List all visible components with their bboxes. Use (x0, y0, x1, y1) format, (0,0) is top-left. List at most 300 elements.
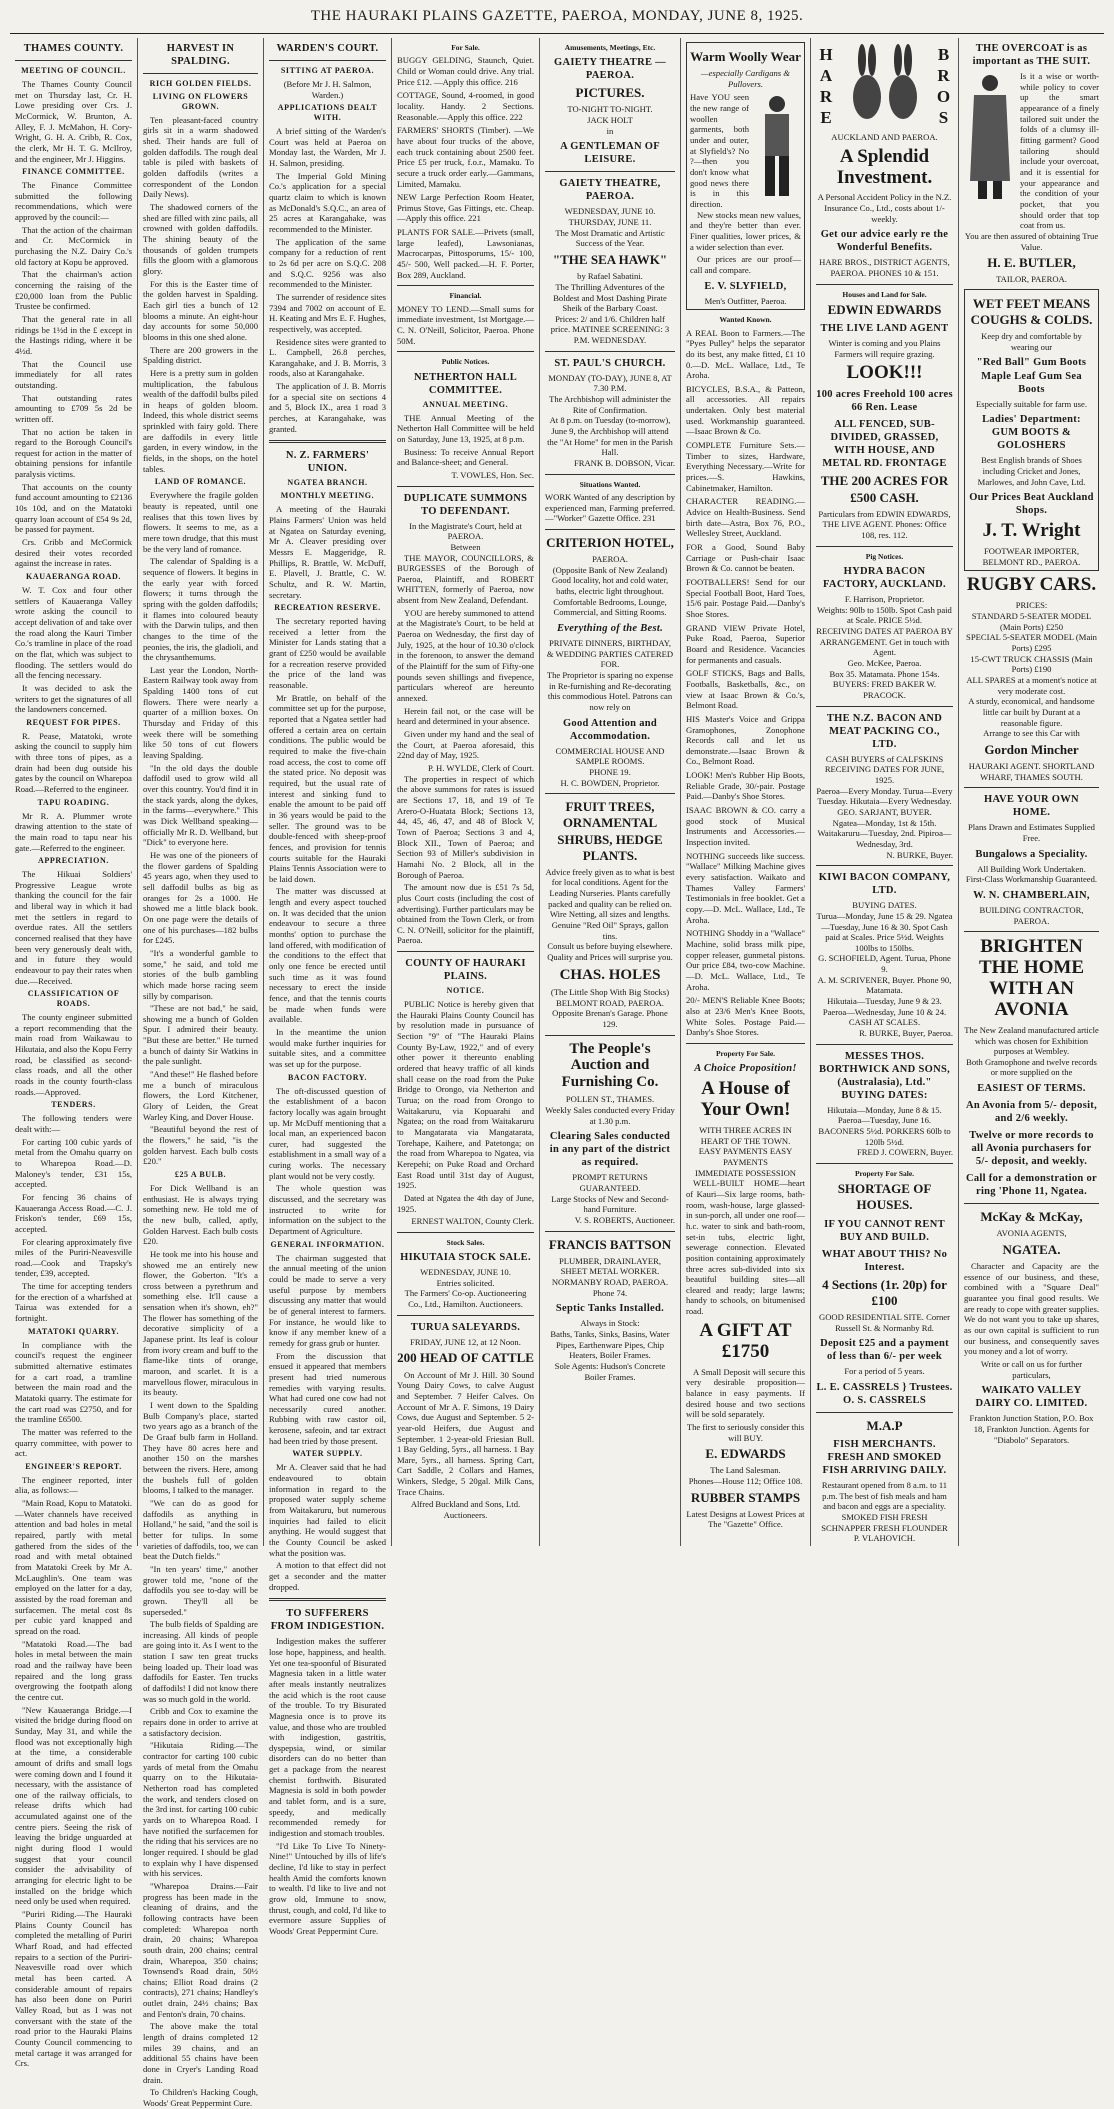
notice-text: PUBLIC Notice is hereby given that the Hauraki Plains County Council has by resolution made in pursuance of Section "9" of "The Hauraki Plains County By-Law, 1922," and of every other power it thereunto enabling ordered that heavy traffic of all kinds shall cease on the road from the Puke Bridge to Orongo, via Netherton and Turua; on the road from Orongo to Waitakaruru, via Kopuarahi and Ngatea; on the road from Waitakaruru to Mangatarata via Mangatarata, Torehape, Kaihere, and Patetonga; on the road from Wharepoa to Ngatea, via Kerepehi; on Puke Road and Orchard East Road until 31st day of August, 1925. (397, 999, 534, 1191)
divider (816, 1412, 953, 1413)
ad-text: Large Stocks of New and Second-hand Furniture. (551, 1193, 669, 1215)
ad-text: EASY PAYMENTS EASY PAYMENTS (698, 1146, 793, 1167)
ad-text: by Rafael Sabatini. (577, 271, 643, 282)
ad-text: BUYERS: FRED BAKER W. PRACOCK. (832, 679, 937, 700)
classified-ad: A REAL Boon to Farmers.—The "Pyes Pulley" helps the separator do its best, any make fitted, £1 10 0.—D. McL. Wallace, Ltd., Te Aroha. (686, 327, 805, 381)
ad-signature: V. S. ROBERTS, Auctioneer. (574, 1214, 675, 1225)
article-title: HARVEST IN SPALDING. (166, 43, 235, 68)
ad-headline: Warm Woolly Wear (690, 49, 801, 64)
section-heading: Pig Notices. (865, 551, 904, 561)
ad-title: HYDRA BACON FACTORY, AUCKLAND. (823, 565, 946, 590)
ad-title: Bungalows a Speciality. (975, 848, 1088, 860)
paragraph: Here is a pretty sum in golden multiplication, the fabulous wealth of the daffodil bulbs piled in heaps of golden bloom. Indeed, this whole district seems sprinkled with fairy gold. There are daffodils in every little garden, in every window, in the fields, in the shops, on the hotel tables. (143, 367, 258, 474)
ad-title: Septic Tanks Installed. (555, 1303, 665, 1315)
classified-ad: NOTHING Shoddy in a "Wallace" Machine, solid brass milk pipe, copper releaser, gunmetal pistons. Our price £84, two-cow Machine.—D. McL. Wallace, Ltd., Te Aroha. (686, 928, 805, 992)
ad-headline: BRIGHTEN THE HOME WITH AN AVONIA (978, 936, 1085, 1020)
classified-ad: HIS Master's Voice and Grippa Gramophones, Zonophone Records call and let us demonstrate.—Isaac Brown & Co., Belmont Road. (686, 713, 805, 767)
notice-text: The amount now due is £51 7s 5d, plus Court costs (including the cost of advertising). Further particulars may be obtained from the Town Clerk, or from C. N. O'Neill, solicitor for the plaintiff, Paeroa. (397, 882, 534, 946)
ad-text: FOOTWEAR IMPORTER, BELMONT RD., PAEROA. (982, 546, 1081, 567)
ad-headline: EDWIN EDWARDS (827, 302, 942, 318)
article-body (269, 126, 386, 434)
column-amusements (540, 38, 681, 1546)
ad-text: AVONIA AGENTS, (996, 1228, 1067, 1239)
ad-title: EASIEST OF TERMS. (977, 1083, 1086, 1095)
ad-text: TAILOR, PAEROA. (996, 274, 1067, 285)
ad-signature: FRED J. COWERN, Buyer. (857, 1147, 953, 1158)
wright-ad (964, 289, 1099, 571)
ad-text: SPECIAL 5-SEATER MODEL (Main Ports) £295 (966, 632, 1097, 653)
ad-text: Advice freely given as to what is best for local conditions. Agent for the Leading Nurseries. Plants carefully packed and quality can be relied on. (545, 866, 675, 909)
hares-illustration (845, 42, 925, 132)
paragraph: That no action be taken in regard to the Borough Council's request for action in the matter of obtaining pensions for infantile paralysis victims. (15, 426, 132, 480)
ad-text: P. VLAHOVICH. (853, 1533, 916, 1544)
divider (816, 1163, 953, 1164)
paragraph: "New Kauaeranga Bridge.—I visited the bridge during flood on Sunday, May 31, and while the flood was not exceptionally high at the time, a considerable amount of drifts and small logs were coming down and I found it necessary, with the assistance of one of the railway officials, to release drifts which had accumulated against one of the centre piers. Seeing the risk of leaving the bridge unguarded at night during flood I would suggest that your council consider the advisability of arranging for electric light to be installed on the bridge which need only be used when required. (15, 1704, 132, 1907)
section-subheading: LAND OF ROMANCE. (154, 477, 247, 487)
notice-text: Dated at Ngatea the 4th day of June, 1925. (397, 1192, 534, 1214)
article-body (269, 1636, 386, 1936)
ad-text: WELL-BUILT HOME—heart of Kauri—Six large rooms, bath-room, wash-house, large glassed-in sun-porch, all under one roof—h.c. water to sink and bath-room, set-in tubs, electric light, sewerage connection. Elevated position containing approximately three acres sub-divided into six beautiful building sites—all cleared and ready; large lawns; handy to schools, on bitumenised road. (686, 1178, 805, 1317)
ad-text: WEDNESDAY, JUNE 10. THURSDAY, JUNE 11. (564, 206, 656, 228)
ad-title: Twelve or more records to all Avonia purchasers for 5/- deposit, and weekly. (969, 1130, 1094, 1168)
ad-text: Sole Agents: Hudson's Concrete Boiler Frames. (554, 1360, 666, 1382)
ad-text: AUCKLAND AND PAEROA. (831, 132, 938, 142)
classified-ad: FOOTBALLERS! Send for our Special Football Boot, Hard Toes, 15/6 pair. Postage Paid.—Danby's Shoe Stores. (686, 576, 805, 619)
ad-text: Comfortable Bedrooms, Lounge, Commercial, and Sitting Rooms. (553, 596, 667, 618)
divider (397, 285, 534, 286)
notice-text: Given under my hand and the seal of the Court, at Paeroa aforesaid, this 22nd day of May, 1925. (397, 729, 534, 761)
article-title: WARDEN'S COURT. (276, 43, 379, 54)
ad-title: L. E. CASSRELS } Trustees. O. S. CASSRELS (816, 1381, 953, 1406)
ad-text: Always in Stock: (580, 1318, 640, 1329)
ad-text: RECEIVING DATES AT PAEROA BY ARRANGEMENT. Get in touch with Agent. (816, 625, 953, 658)
paragraph: For this is the Easter time of the golden harvest in Spalding. Each girl ties a bunch of 12 blooms a minute. An eight-hour day accounts for some 50,000 blooms in this one shed alone. (143, 278, 258, 342)
ad-text: POLLEN ST., THAMES. (565, 1094, 655, 1105)
ad-text: Character and Capacity are the essence of our business, and these, combined with a "Square Deal" guarantee you final good results. We are ready to cope with greater supplies. We do not want you to take up shares, as our own capital is sufficient to run our business, and consequently saves you money and a lot of worry. (964, 1261, 1099, 1357)
divider (964, 931, 1099, 932)
ad-text: IMMEDIATE POSSESSION (695, 1167, 796, 1178)
ad-text: CASH BUYERS of CALFSKINS (825, 753, 944, 764)
ad-text: JACK HOLT (587, 115, 633, 126)
ad-text: Baths, Tanks, Sinks, Basins, Water Pipes, Earthenware Pipes, Chip Heaters, Boiler Frames. (550, 1328, 670, 1361)
ad-text: For a period of 5 years. (844, 1366, 925, 1377)
paragraph: Last year the London, North-Eastern Railway took away from Spalding 1400 tons of cut flowers. There were nearly a quarter of a million boxes. On Thursday and Friday of this week there will be something like 50 tons of cut flowers leaving Spalding. (143, 664, 258, 761)
ad-text: WITH THREE ACRES IN HEART OF THE TOWN. (699, 1124, 792, 1146)
paragraph: The whole question was discussed, and the secretary was instructed to write for information on the subject to the Department of Agriculture. (269, 1183, 386, 1237)
ad-text: The first to seriously consider this will BUY. (686, 1421, 805, 1443)
article-subtitle: APPLICATIONS DEALT WITH. (277, 103, 378, 123)
classified-ad: BICYCLES, B.S.A., & Patteon, all accessories. All repairs undertaken. Only best material used. Workmanship guaranteed. —Isaac Brown & Co. (686, 383, 805, 437)
paragraph: It was decided to ask the writers to get the signatures of all the landowners concerned. (15, 682, 132, 715)
ad-text: PLUMBER, DRAINLAYER, SHEET METAL WORKER. (558, 1255, 662, 1277)
ad-text: Both Gramophone and twelve records or more supplied on the (966, 1056, 1097, 1078)
paragraph: Residence sites were granted to L. Campbell, 26.8 perches, Karangahake, and J. B. Morris, 3 roods, also at Karangahake. (269, 336, 386, 379)
divider (397, 951, 534, 952)
ad-text: Paeroa—Every Monday. Turua—Every Tuesday. Hikutaia—Every Wednesday. (816, 785, 953, 807)
classified-ads (686, 328, 805, 1038)
ad-text: Men's Outfitter, Paeroa. (704, 295, 787, 306)
paragraph: "Puriri Riding.—The Hauraki Plains County Council has completed the metalling of Puriri Wharf Road, and had effected repairs to a section of the Puriri-Neavesville road over which metal has been carted. A considerable amount of repairs has also been done on Puriri Valley Road, but as I was not conversant with the state of the road prior to the Hauraki Plains County Council commencing to metal cartage it was arranged for Crs. (15, 1909, 132, 2069)
notice-title: COUNTY OF HAURAKI PLAINS. (405, 958, 526, 983)
ad-text: The Proprietor is sparing no expense in Re-furnishing and Re-decorating this commodious Hotel. Patrons can now rely on (546, 670, 674, 712)
ad-title: ST. PAUL'S CHURCH. (554, 357, 666, 369)
sale-headline: 200 HEAD OF CATTLE (397, 1350, 534, 1366)
classified-ad: WORK Wanted of any description by experienced man, Farming preferred.—"Worker" Gazette Office. 231 (545, 492, 675, 524)
ad-text: Is it a wise or worth-while policy to cover up the smart appearance of a finely tailored suit under the folds of a clumsy ill-fitting garment? Good tailoring should include your overcoat, and it is essential for your appearance and the condition of your pocket, that you should order that top coat from us. (1020, 71, 1099, 231)
ad-text: Weights: 90lb to 150lb. Spot Cash paid at Scale. PRICE 5½d. (817, 604, 952, 626)
paragraph: "Beautiful beyond the rest of the flowers," he said, "is the golden harvest. Each bulb costs £20." (143, 1124, 258, 1167)
notice-signature: T. VOWLES, Hon. Sec. (451, 469, 534, 480)
ad-title: An Avonia from 5/- deposit, and 2/6 weekly. (965, 1100, 1098, 1125)
ad-text: MONDAY (TO-DAY), JUNE 8, AT 7.30 P.M. (548, 372, 672, 394)
divider (269, 1598, 386, 1601)
ad-signature: N. BURKE, Buyer. (886, 849, 953, 860)
article-body (269, 504, 386, 1592)
paragraph: "Hikutaia Riding.—The contractor for carting 100 cubic yards of metal from the Omahu quarry on to the Hikutaia-Netherton road has completed the work, and tenders closed on the 3rd inst. for carting 100 cubic yards on to Wharepoa Road. I have notified the surfacemen for the riding that his services are no longer required. I should be glad to explain why I have dispensed with his services. (143, 1740, 258, 1879)
section-heading: Houses and Land for Sale. (842, 289, 927, 299)
ad-headline: RUGBY CARS. (966, 574, 1097, 596)
ad-text: Our prices are our proof—call and compare. (690, 254, 801, 275)
classified-ad: LOOK! Men's Rubber Hip Boots, Reliable Grade, 30/-pair. Postage Paid.—Danby's Shoe Stores. (686, 770, 805, 802)
paragraph: That the action of the chairman and Cr. McCormick in purchasing the N.Z. Dairy Co.'s old factory at Kopu be approved. (15, 224, 132, 267)
ad-title: GAIETY THEATRE, PAEROA. (559, 178, 661, 203)
sale-text: On Account of Mr J. Hill. 30 Sound Young Dairy Cows, to calve August and September. 7 Heifer Calves. On Account of Mr A. F. Simons, 19 Dairy Cows, due August and September. 5 2-year-old Heifers, due August and September. 1 2-year-old Friesian Bull. 1 Bay Gelding, 5yrs., all harness. 1 Bay Mare, 5yrs., all harness. Spring Cart, Cart Saddle, 2 Collars and Hames, Winkers, Sledge, 5 20gal. Milk Cans, Trace Chains. (397, 1369, 534, 1497)
ad-text: Consult us before buying elsewhere. Quality and Prices will surprise you. (547, 941, 673, 962)
masthead-text: THE HAURAKI PLAINS GAZETTE, PAEROA, MONDAY, JUNE 8, 1925. (310, 8, 804, 24)
column-wardens-court (264, 38, 392, 1936)
sale-text: Alfred Buckland and Sons, Ltd. Auctioneers. (410, 1499, 521, 1521)
section-subheading: MATATOKI QUARRY. (27, 1326, 120, 1336)
ad-text: The Archbishop will administer the Rite of Confirmation. (549, 394, 671, 415)
ad-text: All Building Work Undertaken. (977, 863, 1086, 874)
paragraph: The chairman suggested that the annual meeting of the union could be made to serve a very useful purpose by members discussing any matter that would be of general interest to farmers. For instance, he would like to know if any member knew of a remedy for grass grub or hunter. (269, 1252, 386, 1348)
ad-text: PAEROA. (592, 554, 628, 565)
ad-text: GEO. SARJANT, BUYER. (837, 806, 932, 817)
paragraph: The matter was referred to the quarry committee, with power to act. (15, 1426, 132, 1459)
section-subheading: CLASSIFICATION OF ROADS. (27, 989, 120, 1009)
ad-headline: NGATEA. (1002, 1242, 1061, 1258)
paragraph: From the discussion that ensued it appeared that members present had tried numerous remedies with varying results. What had cured one cow had not necessarily cured another. Rubbing with raw castor oil, kerosene, safeoin, and tar extract had been tried by those present. (269, 1350, 386, 1446)
paragraph: The Hikuai Soldiers' Progressive League wrote thanking the council for the fair and liberal way in which it had met the settlers in regard to overdue rates. All the settlers concerned realised that they have been very generously dealt with, and in future they would endeavour to pay their rates when due.—Received. (15, 869, 132, 986)
paragraph: "In the old days the double daffodil used to grow wild all over this country. You'd find it in the stack yards, along the dykes, in the farms—everywhere." This was Dick Wellband speaking—officially Mr R. D. Wellband, but "Dick" to everyone here. (143, 762, 258, 848)
newspaper-page (10, 38, 1104, 2109)
section-subheading: KAUAERANGA ROAD. (26, 572, 121, 582)
ad-headline: 4 Sections (1r. 20p) for £100 (822, 1276, 947, 1308)
section-heading: Wanted Known. (719, 315, 772, 325)
classified-ad: NEW Large Perfection Room Heater, Primus Stove, Gas Fittings, etc. Cheap.—Apply this office. 221 (397, 192, 534, 224)
divider (397, 351, 534, 352)
ad-title: Deposit £25 and a payment of less than 6/- per week (820, 1338, 949, 1363)
ad-title: Call for a demonstration or ring 'Phone 11, Ngatea. (966, 1173, 1097, 1198)
paragraph: The matter was discussed at length and every aspect touched on. It was decided that the union endeavour to secure a three months' option to purchase the land offered, with modification of the conditions to the effect that only one fence be erected until such time as it was found necessary to erect the inside fence, and that the tennis courts be made when funds were available. (269, 886, 386, 1025)
notice-subtitle: NOTICE. (446, 986, 485, 996)
article-subtitle: RICH GOLDEN FIELDS. (149, 79, 252, 89)
divider (964, 1203, 1099, 1204)
ad-text: A sturdy, economical, and handsome little car built by Durant at a reasonable figure. (968, 696, 1095, 728)
column-classifieds-1 (392, 38, 540, 1546)
paragraph: The oft-discussed question of the establishment of a bacon factory locally was again brought up. Mr McDuff mentioning that a local man, an experienced bacon curer, had suggested the establishment in a small way of a curing works. The necessary plant would not be very costly. (269, 1085, 386, 1181)
ad-title: Clearing Sales conducted in any part of the district as required. (549, 1131, 671, 1169)
section-subheading: WATER SUPPLY. (292, 1449, 363, 1459)
section-heading: Financial. (449, 291, 482, 301)
divider (545, 529, 675, 530)
section-heading: Situations Wanted. (579, 479, 641, 489)
ad-headline: A GIFT AT £1750 (699, 1319, 792, 1362)
section-heading: Property For Sale. (854, 1169, 915, 1179)
ad-text: The Most Dramatic and Artistic Success of the Year. (555, 227, 665, 249)
notice-signature: ERNEST WALTON, County Clerk. (411, 1216, 534, 1227)
ad-headline: WET FEET MEANS COUGHS & COLDS. (970, 295, 1093, 328)
column-hare-bros (811, 38, 959, 1546)
ad-text: At 8 p.m. on Tuesday (to-morrow), June 9, the Archbishop will attend the "At Home" for men in the Parish Hall. (547, 415, 673, 458)
ad-headline: A House of Your Own! (700, 1078, 791, 1121)
notice-text: YOU are hereby summoned to attend at the Magistrate's Court, to be held at Paeroa on Wednesday, the first day of July, 1925, at the hour of 10.30 o'clock in the forenoon, to answer the demand of the Plaintiff for the sum of Fifty-one pounds seven shillings and fivepence, particulars whereof are hereunto annexed. (397, 607, 534, 704)
ad-title: Everything of the Best. (556, 623, 664, 635)
classified-ad: FARMERS' SHORTS (Timber). —We have about four trucks of the above, each truck containing about 2500 feet. Price £5 per truck, f.o.r., Mamaku. To secure a truck order early.—Gammans, Limited, Mamaku. (397, 125, 534, 189)
ad-text: A Small Deposit will secure this very desirable proposition—balance in easy payments. If desired house and two sections will be sold separately. (686, 1366, 805, 1420)
ad-title: IF YOU CANNOT RENT BUY AND BUILD. (824, 1218, 945, 1243)
paragraph: "We can do as good for daffodils as anything in Holland," he said, "and the soil is better for tulips. In some varieties of daffodils, too, we can beat the Dutch fields." (143, 1497, 258, 1562)
ad-text: Prices: 2/ and 1/6. Children half price. MATINEE SCREENING: 3 P.M. WEDNESDAY. (550, 313, 670, 346)
divider (964, 787, 1099, 788)
ad-headline: SHORTAGE OF HOUSES. (837, 1181, 932, 1213)
paragraph: That the general rate in all ridings be 1½d in the £ except in the Hastings riding, where it be 4½d. (15, 313, 132, 356)
ad-title: THE OVERCOAT is as important as THE SUIT. (972, 43, 1091, 68)
ad-text: Phones—House 112; Office 108. (688, 1475, 803, 1486)
ad-text: COMMERCIAL HOUSE AND SAMPLE ROOMS. (555, 745, 665, 767)
divider (397, 1315, 534, 1316)
classified-ad: GOLF STICKS, Bags and Balls, Footballs, Basketballs, &c., on view at Isaac Brown & Co.'s, Belmont Road. (686, 668, 805, 711)
masthead (10, 8, 1104, 34)
paragraph: That outstanding rates amounting to £709 5s 2d be written off. (15, 392, 132, 424)
paragraph: "These are not bad," he said, showing me a bunch of Golden Spur. I admired their beauty. "But these are better." He turned a bunch of dainty Sir Watkins in the pale sunlight. (143, 1003, 258, 1067)
ad-text: Turua—Monday, June 15 & 29. Ngatea—Tuesday, June 16 & 30. Spot Cash paid at Scales. Price 5½d. Weights 100lbs to 150lbs. (816, 910, 953, 953)
ad-text: Winter is coming and you Plains Farmers will require grazing. (828, 338, 941, 359)
classified-ad: PLANTS FOR SALE.—Privets (small, large leafed), Lawsonianas, Macrocarpas, Pittosporums, 15/- 100, 45/- 500, Well packed.—H. F. Porter, Box 289, Auckland. (397, 227, 534, 280)
divider (545, 793, 675, 794)
paragraph: Mr A. Cleaver said that he had endeavoured to obtain information in regard to the proposed water supply scheme from Waitakaruru, but numerous inquiries had failed to elicit anything. He would suggest that the County Council be asked what the position was. (269, 1462, 386, 1558)
classified-ad: FOR a Good, Sound Baby Carriage or Push-chair Isaac Brown & Co. cannot be beaten. (686, 542, 805, 574)
divider (545, 474, 675, 475)
notice-text: The properties in respect of which the above summons for rates is issued are Sections 17, 18, and 19 of Te Arero-O-Huatata Block; Sections 13, 44, 45, 46, 47, and 48 of Block V, Town of Paeroa; Sections 3 and 4, Block XII., Town of Paeroa; and Section 93 of Miller's subdivision in Hamahi No. 2 Block, all in the Borough of Paeroa. (397, 773, 534, 880)
section-subheading: REQUEST FOR PIPES. (26, 717, 121, 727)
ad-text: Write or call on us for further particulars, (980, 1359, 1083, 1380)
ad-text: GOOD RESIDENTIAL SITE. Corner Russell St. & Normanby Rd. (819, 1311, 950, 1333)
paragraph: To Children's Hacking Cough, Woods' Great Peppermint Cure. (143, 2087, 258, 2109)
divider (269, 440, 386, 443)
ad-title: Good Attention and Accommodation. (562, 717, 658, 742)
section-heading: Public Notices. (441, 357, 490, 367)
ad-text: Plans Drawn and Estimates Supplied Free. (968, 822, 1095, 843)
paragraph: The engineer reported, inter alia, as follows:— (15, 1474, 132, 1496)
ad-text: A Personal Accident Policy in the N.Z. Insurance Co., Ltd., costs about 1/- weekly. (817, 192, 952, 224)
ad-headline: CRITERION HOTEL, (546, 534, 674, 550)
ad-text: BUYING DATES. (852, 900, 917, 911)
paragraph: For Dick Wellband is an enthusiast. He is always trying something new. He told me of the new bulb, called, aptly, Golden Harvest. Each bulb costs £20. (143, 1182, 258, 1247)
section-subheading: RECREATION RESERVE. (274, 603, 381, 613)
divider (816, 284, 953, 285)
paragraph: The time for accepting tenders for the erection of a wharfshed at Tairua was extended for a fortnight. (15, 1281, 132, 1324)
paragraph: The county engineer submitted a report recommending that the main road from Waikawau to Hikutaia, and also the Kopu Ferry road, be classified as second-class roads, and all the other roads in the county fourth-class roads.—Approved. (15, 1012, 132, 1097)
ad-text: F. Harrison, Proprietor. (844, 593, 925, 604)
ad-text: The New Zealand manufactured article which was chosen for Exhibition purposes at Wembley. (964, 1024, 1099, 1057)
divider (545, 351, 675, 352)
ad-headline: A Splendid Investment. (836, 145, 933, 188)
ad-headline: THE 200 ACRES FOR £500 CASH. (820, 473, 949, 505)
ad-text: G. SCHOFIELD, Agent. Turua, Phone 9. (818, 953, 951, 975)
article-subtitle: MEETING OF COUNCIL. (21, 66, 126, 76)
ad-title: E. V. SLYFIELD, (704, 280, 787, 292)
sale-date: WEDNESDAY, JUNE 10. (420, 1267, 511, 1278)
ad-signature: FRANK B. DOBSON, Vicar. (573, 458, 675, 469)
ad-headline: The People's Auction and Furnishing Co. (561, 1040, 659, 1090)
article-subtitle: NGATEA BRANCH. (287, 478, 368, 488)
ad-headline: M.A.P (866, 1417, 903, 1433)
paragraph: A brief sitting of the Warden's Court was held at Paeroa on Monday last, the Warden, Mr J. H. Salmon, presiding. (269, 126, 386, 169)
divider (397, 486, 534, 487)
section-subheading: TAPU ROADING. (37, 797, 110, 807)
paragraph: The shadowed corners of the shed are filled with zinc pails, all crowned with golden daffodils. The shining beauty of the thousands of golden trumpets fills the gloom with a glamorous glory. (143, 202, 258, 276)
ad-title: THE LIVE LAND AGENT (820, 323, 949, 335)
ad-text: Hikutaia—Tuesday, June 9 & 23. Paeroa—Wednesday, June 10 & 24. CASH AT SCALES. (822, 996, 947, 1028)
notice-text: THE MAYOR, COUNCILLORS, & BURGESSES of the Borough of Paeroa, Plaintiff, and ROBERT WHITTEN, formerly of Paeroa, now absent from New Zealand, Defendant. (397, 552, 534, 606)
ad-text: Good locality, hot and cold water, baths, electric light throughout. (551, 575, 669, 597)
section-subheading: BACON FACTORY. (287, 1072, 368, 1082)
paragraph: For clearing approximately five miles of the Puriri-Neavesville road.—Cook and Trapsky's tender, £39, accepted. (15, 1236, 132, 1279)
paragraph: The above make the total length of drains completed 12 miles 39 chains, and an additional 55 chains have been done in Cryer's Landing Road drain. (143, 2021, 258, 2085)
sale-date: FRIDAY, JUNE 12, at 12 Noon. (410, 1336, 521, 1347)
classified-ad: CHARACTER READING.—Advice on Health-Business. Send birth date—Astra, Box 76, P.O., Wellesley Street, Auckland. (686, 496, 805, 539)
column-thames-county (10, 38, 138, 2069)
ad-headline: FRUIT TREES, ORNAMENTAL SHRUBS, HEDGE PLANTS. (557, 799, 663, 863)
paragraph: Mr Brattle, on behalf of the committee set up for the purpose, reported that a Ngatea settler had offered a certain area on certain conditions. The public would be required to make the five-chain road access, the cost to come off the stated price. No deposit was required, but the usual rate of interest and sinking fund to enable the amount to be paid off in 36 years would be paid to the seller. The ground was to be double-fenced with sheep-proof fences, and provision for tennis courts suitable for the Hauraki Plains Tennis Association were to be laid down. (269, 692, 386, 884)
paragraph: For fencing 36 chains of Kauaeranga Access Road.—C. J. Friskon's tender, £69 15s, accepted. (15, 1191, 132, 1234)
ad-text: PRIVATE DINNERS, BIRTHDAY, & WEDDING PARTIES CATERED FOR. (546, 638, 674, 670)
divider (545, 1035, 675, 1036)
classified-ad: BUGGY GELDING, Staunch, Quiet. Child or Woman could drive. Any trial. Price £12. —Apply this office. 216 (397, 55, 534, 87)
divider (15, 60, 132, 61)
classified-ad: COMPLETE Furniture Sets.—Timber to sizes, Hardware, Everything Necessary.—Write for prices.—S. Hawkins, Cabinetmaker, Hamilton. (686, 440, 805, 493)
ad-headline: Gordon Mincher (984, 741, 1079, 757)
article-subtitle: LIVING ON FLOWERS GROWN. (152, 91, 249, 111)
section-heading: For Sale. (451, 43, 480, 52)
classified-ad: GRAND VIEW Private Hotel, Puke Road, Paeroa, Superior Board and Residence. Vacancies for permanents and casuals. (686, 622, 805, 665)
sale-title: TURUA SALEYARDS. (410, 1321, 521, 1333)
ad-text: SMOKED FISH FRESH SCHNAPPER FRESH FLOUNDER (821, 1512, 948, 1533)
notice-title: DUPLICATE SUMMONS TO DEFENDANT. (403, 492, 528, 517)
section-subheading: TENDERS. (51, 1100, 96, 1110)
ad-text: Have YOU seen the new range of woollen garments, both under and outer, at Slyfield's? No ?—then you don't know what good news there is in this direction. (690, 92, 749, 209)
paragraph: The following tenders were dealt with:— (15, 1113, 132, 1134)
divider (816, 865, 953, 866)
paragraph: The application of the same company for a reduction of rent to 2s 6d per acre on S.Q.C. 208 and S.Q.C. 9256 was also recommended to the Minister. (269, 236, 386, 290)
paragraph: Mr R. A. Plummer wrote drawing attention to the state of the main road to tapu near his gate.—Referred to the engineer. (15, 810, 132, 853)
ad-text: 15-CWT TRUCK CHASSIS (Main Ports) £190 (970, 653, 1093, 675)
ad-text: H. C. BOWDEN, Proprietor. (560, 777, 660, 788)
paragraph: "I'd Like To Live To Ninety-Nine!" Untouched by ills of life's decline, I'd like to stay in perfect health Amid the comforts known to wealth. I'd like to live and not grow old, Immune to snow, thrust, cough, and cold, I'd like to evermore assure Supplies of Woods' Great Peppermint Cure. (269, 1840, 386, 1936)
ad-text: ALL SPARES at a moment's notice at very moderate cost. (966, 674, 1097, 696)
paragraph: Ten pleasant-faced country girls sit in a warm shadowed shed. Their hands are full of golden daffodils. The rough deal table is piled with baskets of golden daffodils (writes a correspondent of the London Daily News). (143, 114, 258, 200)
paragraph: Everywhere the fragile golden beauty is repeated, until one realises that this town lives by flowers. It seems to me, as a mere town drudge, that this must be the very land of romance. (143, 490, 258, 554)
ad-title: W. N. CHAMBERLAIN, (973, 889, 1090, 901)
section-heading: Amusements, Meetings, Etc. (564, 43, 656, 52)
ad-text: Ngatea—Monday, 1st & 15th. Waitakaruru—Tuesday, 2nd. Pipiroa—Wednesday, 3rd. (817, 817, 952, 849)
classified-ad: NOTHING succeeds like success. "Wallace" Milking Machine gives every satisfaction. Waikato and Thames Valley Farmers' Testimonials in free booklet. Get a copy.—D. McL. Wallace, Ltd., Te Aroha. (686, 850, 805, 925)
ad-text: A. M. SCRIVENER, Buyer. Phone 90, Matamata. (817, 974, 952, 996)
paragraph: "It's a wonderful gamble to some," he said, and told me stories of the bulb gambling which made horse racing seem silly by comparison. (143, 947, 258, 1001)
ad-title: HAVE YOUR OWN HOME. (984, 794, 1079, 819)
paragraph: W. T. Cox and four other settlers of Kauaeranga Valley wrote asking the council to accept delivation of and take over the road along the Kauri Timber Co.'s tramline in place of the road on the flat, which was subject to flooding. The settlers would do all the fencing necessary. (15, 584, 132, 681)
paragraph: Cribb and Cox to examine the repairs done in order to arrive at a satisfactory decision. (143, 1706, 258, 1738)
article-title: TO SUFFERERS FROM INDIGESTION. (270, 1608, 385, 1633)
ad-text: Wire Netting, all sizes and lengths. (549, 909, 671, 920)
paragraph: The surrender of residence sites 7394 and 7002 on account of E. H. Keating and Mrs E. F. Hughes, respectively, was accepted. (269, 291, 386, 334)
paragraph: In the meantime the union would make further inquiries for suitable sites, and a committee was set up for the purpose. (269, 1027, 386, 1069)
divider (545, 1231, 675, 1232)
ad-headline: "THE SEA HAWK" (552, 252, 668, 268)
ad-text: PHONE 19. (589, 766, 631, 777)
ad-title: FISH MERCHANTS. FRESH AND SMOKED FISH ARRIVING DAILY. (822, 1439, 947, 1477)
paragraph: "In ten years' time," another grower told me, "none of the daffodils you see to-day will be grown. They'll all be superseded." (143, 1563, 258, 1617)
ad-text: New stocks mean new values, and they're better than ever. Finer qualities, lower prices, & a wider selection than ever. (690, 209, 801, 252)
notice-text: Business: To receive Annual Report and Balance-sheet; and General. (397, 446, 534, 468)
article-subtitle: (Before Mr J. H. Salmon, Warden.) (283, 78, 372, 100)
paragraph: He took me into his house and showed me an entirely new flower, the Goberton. "It's a cross between a pyrethrum and something else. It'll cause a sensation when it's shown, eh?" The flower has something of the decorative simplicity of a Japanese print. Its leaf is colour from ivory cream and buff to the flame-like tints of orange, maroon, and scarlet. It is a marvellous flower, miraculous in its beauty. (143, 1248, 258, 1398)
paragraph: A motion to that effect did not get a seconder and the matter dropped. (269, 1560, 386, 1592)
ad-text: Arrange to see this Car with (983, 728, 1080, 739)
column-spalding (138, 38, 264, 2109)
logo-left-text: HARE (816, 45, 836, 129)
ad-text: Latest Designs at Lowest Prices at The "Gazette" Office. (686, 1508, 805, 1530)
ad-text: First-Class Workmanship Guaranteed. (965, 874, 1098, 885)
ad-text: Best English brands of Shoes including Cricket and Jones, Marlowes, and John Cave, Ltd. (977, 455, 1086, 487)
divider (269, 60, 386, 61)
paragraph: In compliance with the council's request the engineer submitted alternative estimates for a cart road, a tramline between the main road and the Matatoki quarry. The estimate for the cart road was £2750, and for the tramline £6500. (15, 1339, 132, 1425)
ad-text: BUILDING CONTRACTOR, PAEROA. (979, 904, 1084, 926)
ad-headline: McKay & McKay, (980, 1209, 1083, 1225)
article-title: N. Z. FARMERS' UNION. (285, 450, 370, 475)
article-subtitle: SITTING AT PAEROA. (280, 66, 375, 76)
ad-title: "Red Ball" Gum Boots Maple Leaf Gum Sea Boots (976, 357, 1087, 395)
section-heading: Property For Sale. (715, 1048, 776, 1058)
ad-text: STANDARD 5-SEATER MODEL (Main Ports) £250 (971, 610, 1092, 632)
notice-text: THE Annual Meeting of the Netherton Hall Committee will be held on Saturday, June 13, 1925, at 8 p.m. (397, 412, 534, 444)
section-subheading: £25 A BULB. (174, 1170, 227, 1179)
ad-text: RECEIVING DATES FOR JUNE, 1925. (824, 764, 945, 785)
paragraph: "Wharepoa Drains.—Fair progress has been made in the cleaning of drains, and the following contracts have been completed: Wharepoa north drain, 20 chains; Wharepoa south drain, 200 chains; central drain, Wharepoa, 350 chains; Townsend's Road drain, 50½ chains; Elliot Road drains (2 contracts), 271 chains; Handley's outlet drain, 24½ chains; Bax and Fenton's drain, 70 chains. (143, 1880, 258, 2019)
divider (686, 1043, 805, 1044)
ad-headline: FRANCIS BATTSON (548, 1236, 672, 1252)
section-subheading: FINANCE COMMITTEE. (22, 167, 125, 177)
divider (143, 73, 258, 74)
ad-text: HAURAKI AGENT. SHORTLAND WHARF, THAMES SOUTH. (968, 760, 1095, 782)
paragraph: The Thames County Council met on Thursday last, Cr. H. Lowe presiding over Crs. J. McCormick, W. Brunton, A. Alley, F. J. McMahon, H. Cory-Wright, G. H. A. Cribb, R. Cox, the clerk, Mr H. T. G. McIlroy, and the engineer, Mr J. Higgins. (15, 78, 132, 164)
sale-text: The Farmers' Co-op. Auctioneering Co., Ltd., Hamilton. Auctioneers. (404, 1288, 527, 1310)
classified-ad: ISAAC BROWN & CO. carry a good stock of Musical Instruments and Accessories.—Inspection invited. (686, 805, 805, 848)
ad-text: Keep dry and comfortable by wearing our (981, 331, 1082, 352)
ad-text: Weekly Sales conducted every Friday at 1.30 p.m. (545, 1104, 675, 1126)
ad-headline: RUBBER STAMPS (690, 1489, 801, 1505)
paragraph: There are 200 growers in the Spalding district. (143, 344, 258, 366)
paragraph: "And these!" He flashed before me a bunch of miraculous flowers, the Lord Kitchener, Glory of Leiden, the Great Warley King, and Dover House. (143, 1069, 258, 1122)
paragraph: The Imperial Gold Mining Co.'s application for a special quartz claim to which is known as McDonald's S.Q.C., an area of 25 acres at Karangahake, was recommended to the Minister. (269, 170, 386, 234)
paragraph: That the chairman's action concerning the raising of the £20,000 loan from the Public Trustee be confirmed. (15, 269, 132, 312)
divider (545, 171, 675, 172)
ad-text: Restaurant opened from 8 a.m. to 11 p.m. The best of fish meals and ham and bacon and eggs are a speciality. (821, 1480, 948, 1512)
ad-title: A GENTLEMAN OF LEISURE. (560, 141, 660, 166)
paragraph: The bulb fields of Spalding are increasing. All kinds of people are going into it. As I went to the station I saw ten great trucks being loaded up. Their load was daffodils for Easter. Ten trucks of daffodils! I did not know there was so much gold in the world. (143, 1619, 258, 1704)
article-body (15, 79, 132, 2069)
